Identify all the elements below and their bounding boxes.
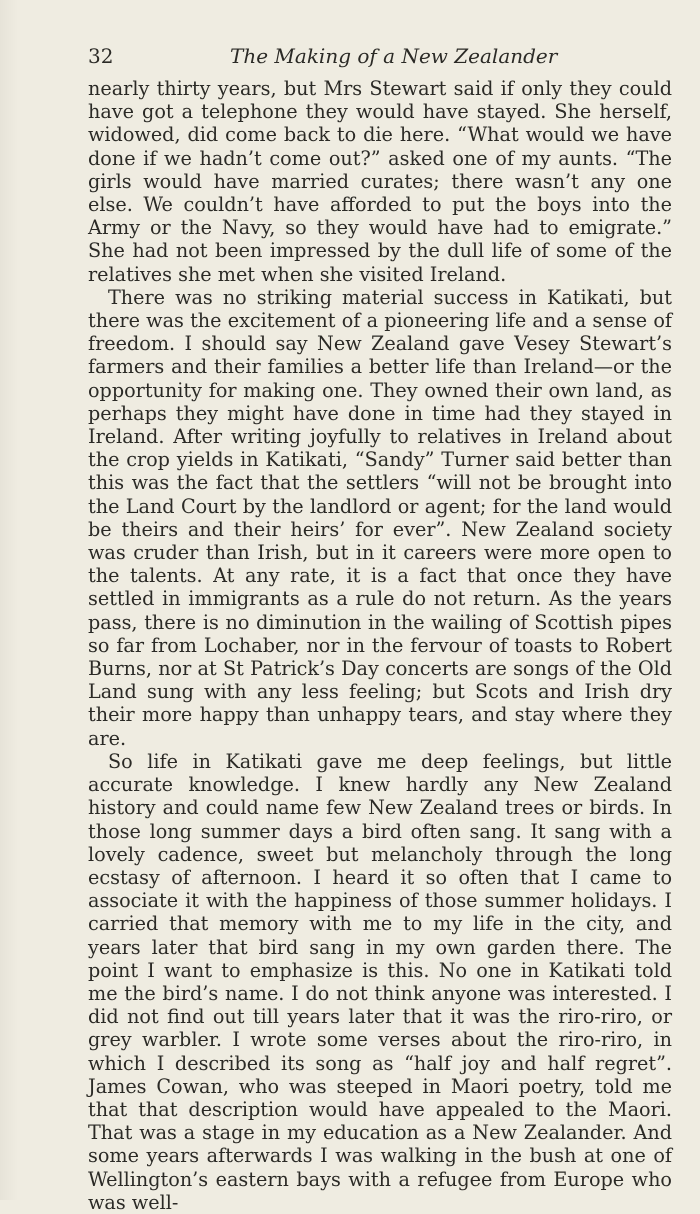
paragraph-riro-riro: So life in Katikati gave me deep feelings, but little accurate knowledge. I knew hardly any New Zealand history and could name few New Zealand trees or birds. In those long summer days a bird often sang. It sang with a lovely cadence, sweet but melancholy through the long ecstasy of afternoon. I heard it so often that I came to associate it with the happiness of those summer holidays. I carried that memory with me to my life in the city, and years later that bird sang in my own garden there. The point I want to emphasize is this. No one in Katikati told me the bird’s name. I do not think anyone was interested. I did not find out till years later that it was the riro-riro, or grey warbler. I wrote some verses about the riro-riro, in which I described its song as “half joy and half regret”. James Cowan, who was steeped in Maori poetry, told me that that description would have appealed to the Maori. That was a stage in my education as a New Zealander. And some years afterwards I was walking in the bush at one of Wellington’s eastern bays with a refugee from Europe who was well- — [88, 749, 672, 1214]
page-number: 32 — [88, 44, 114, 68]
paragraph-continuation: nearly thirty years, but Mrs Stewart said if only they could have got a telephone they would have stayed. She herself, widowed, did come back to die here. “What would we have done if we hadn’t come out?” asked one of my aunts. “The girls would have married curates; there wasn’t any one else. We couldn’t have afforded to put the boys into the Army or the Navy, so they would have had to emigrate.” She had not been impressed by the dull life of some of the relatives she met when she visited Ireland. — [88, 77, 672, 286]
body-text — [88, 77, 672, 1214]
running-title: The Making of a New Zealander — [230, 44, 558, 68]
paragraph-katikati-freedom: There was no striking material success in Katikati, but there was the excitement of a pioneering life and a sense of freedom. I should say New Zealand gave Vesey Stewart’s farmers and their families a better life than Ireland—or the opportunity for making one. They owned their own land, as perhaps they might have done in time had they stayed in Ireland. After writing joyfully to relatives in Ireland about the crop yields in Katikati, “Sandy” Turner said better than this was the fact that the settlers “will not be brought into the Land Court by the landlord or agent; for the land would be theirs and their heirs’ for ever”. New Zealand society was cruder than Irish, but in it careers were more open to the talents. At any rate, it is a fact that once they have settled in immigrants as a rule do not return. As the years pass, there is no diminution in the wailing of Scottish pipes so far from Lochaber, nor in the fervour of toasts to Robert Burns, nor at St Patrick’s Day concerts are songs of the Old Land sung with any less feeling; but Scots and Irish dry their more happy than unhappy tears, and stay where they are. — [88, 285, 672, 750]
